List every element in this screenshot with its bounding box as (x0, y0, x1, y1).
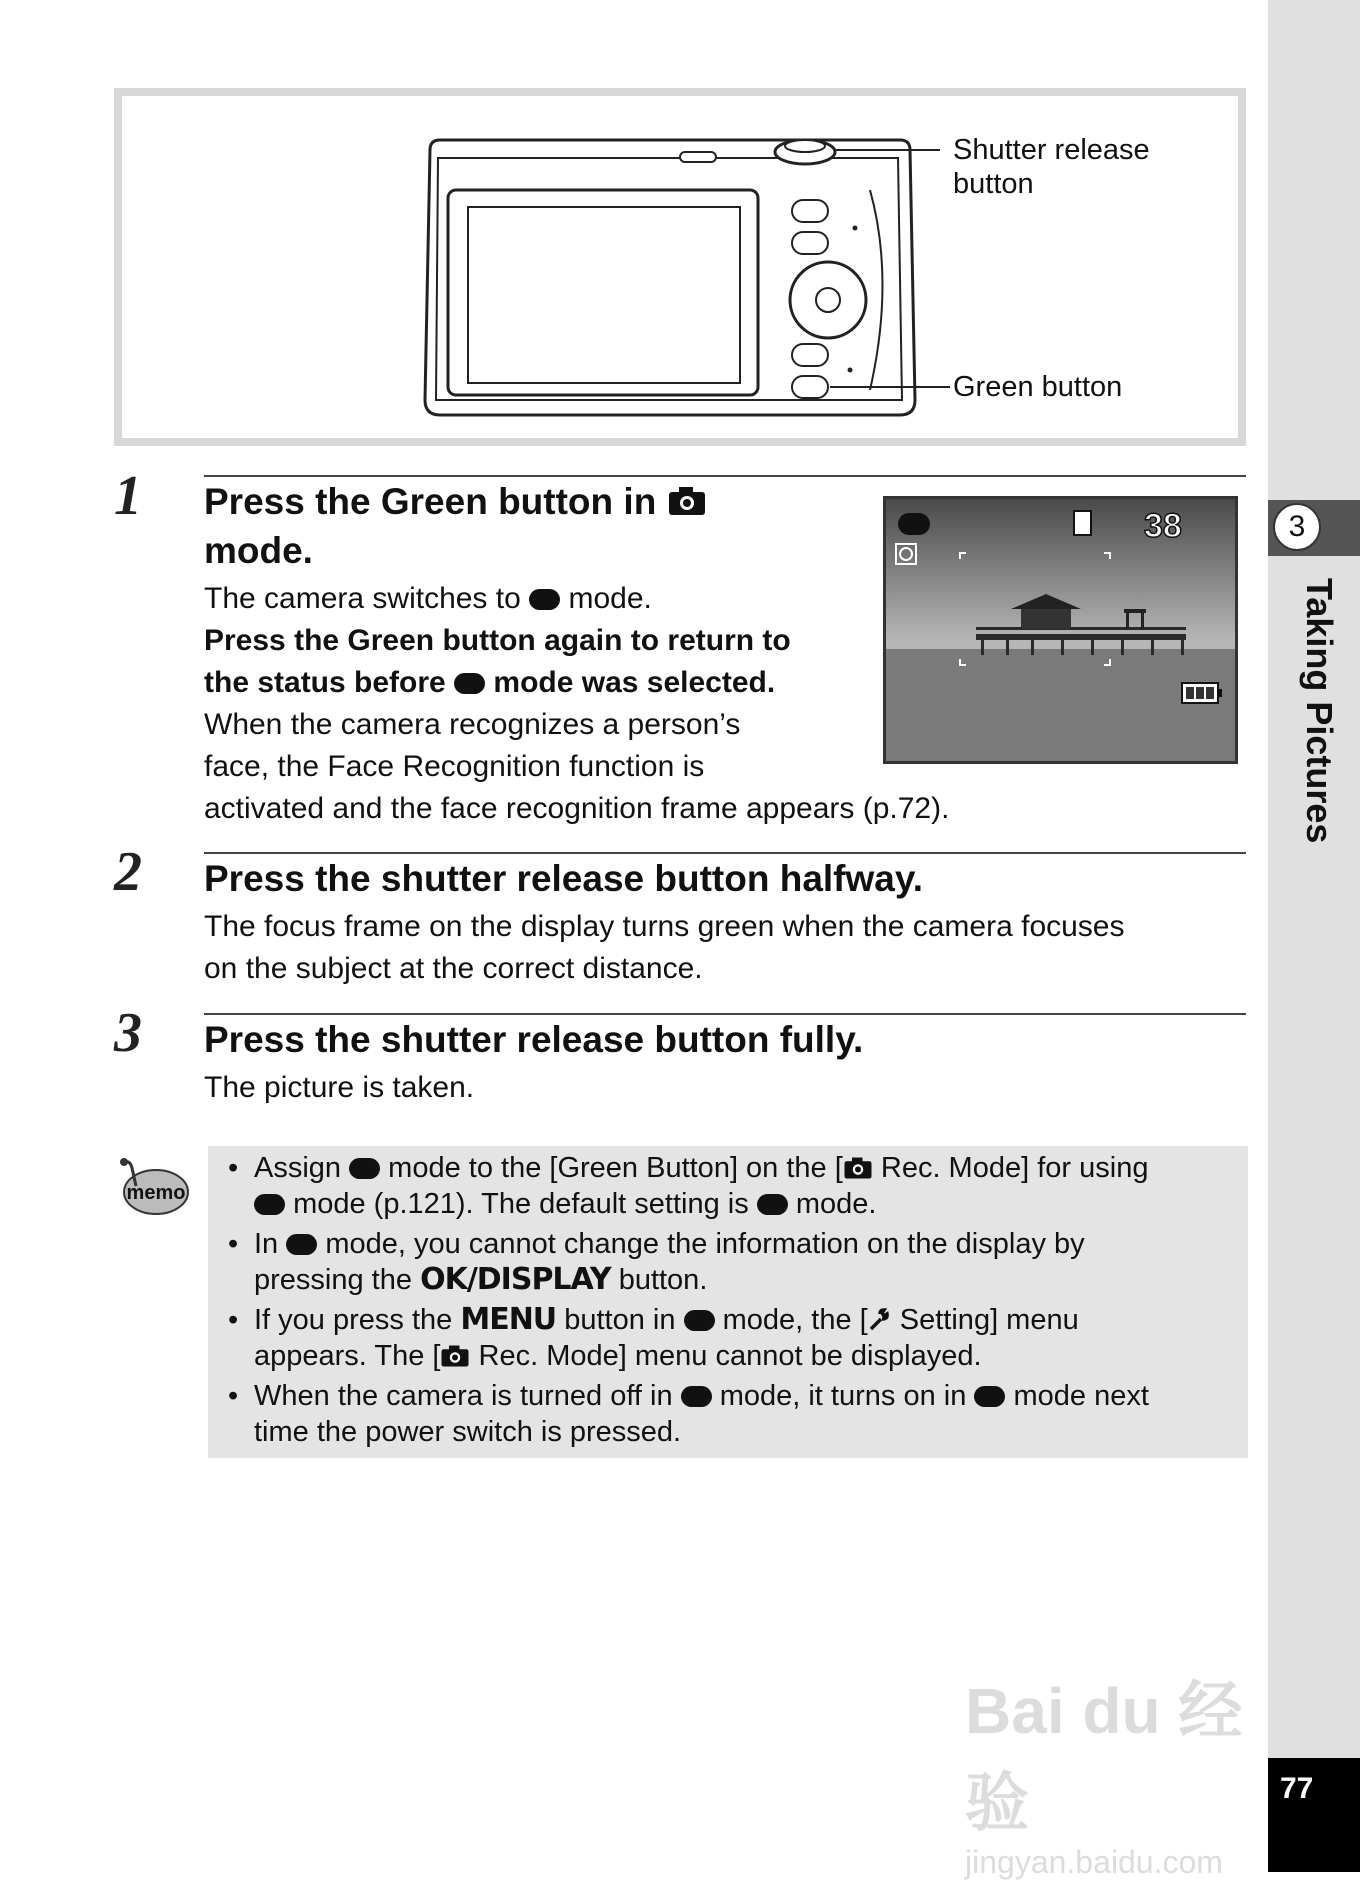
memo-item-2: • In mode, you cannot change the information on the display by pressing the OK/DISPLAY button. (226, 1226, 1236, 1298)
green-mode-icon (454, 673, 485, 694)
green-mode-icon (254, 1194, 285, 1215)
green-mode-icon (529, 589, 560, 610)
shots-remaining: 38 (1144, 507, 1182, 545)
step-1-bold-line2: the status before mode was selected. (204, 666, 776, 699)
step-1-number: 1 (114, 465, 142, 527)
green-button-callout: Green button (953, 371, 1123, 403)
menu-key: MENU (460, 1302, 557, 1337)
step-1-bold-line1: Press the Green button again to return to (204, 624, 791, 657)
camera-back-illustration (400, 130, 960, 430)
memory-card-icon (1074, 511, 1091, 535)
step-2-rule (204, 852, 1246, 854)
chapter-sidebar (1268, 0, 1360, 1872)
step-2-body-line1: The focus frame on the display turns green when the camera focuses (204, 910, 1125, 943)
step-1-heading-line2: mode. (204, 530, 313, 571)
green-mode-icon (974, 1386, 1005, 1407)
lcd-scene (886, 499, 1235, 761)
green-mode-icon (286, 1234, 317, 1255)
camera-icon (667, 485, 707, 517)
step-1-note-line2: face, the Face Recognition function is (204, 750, 705, 783)
step-1-text: The camera switches to mode. (204, 582, 652, 615)
step-1-heading: Press the Green button in (204, 478, 707, 526)
baidu-watermark: Bai du 经验 jingyan.baidu.com (965, 1675, 1243, 1880)
memo-item-1: • Assign mode to the [Green Button] on the [ Rec. Mode] for using mode (p.121). The default setting is mode. (226, 1150, 1236, 1222)
battery-icon (1182, 683, 1222, 703)
step-2-body-line2: on the subject at the correct distance. (204, 952, 703, 985)
green-mode-icon (349, 1158, 380, 1179)
camera-icon (440, 1344, 470, 1368)
step-3-number: 3 (114, 1002, 142, 1064)
step-2-heading: Press the shutter release button halfway. (204, 858, 923, 899)
step-1-rule (204, 475, 1246, 477)
svg-text:memo: memo (126, 1182, 186, 1204)
chapter-number: 3 (1273, 503, 1321, 551)
camera-icon (843, 1156, 873, 1180)
ok-display-key: OK/DISPLAY (420, 1262, 611, 1297)
green-mode-icon (898, 513, 930, 535)
lcd-preview (883, 496, 1238, 764)
step-3-heading: Press the shutter release button fully. (204, 1019, 864, 1060)
memo-item-4: • When the camera is turned off in mode, it turns on in mode next time the power switch is pressed. (226, 1378, 1236, 1450)
memo-icon (116, 1156, 192, 1218)
step-3-rule (204, 1013, 1246, 1015)
wrench-icon (868, 1308, 892, 1332)
step-3-body: The picture is taken. (204, 1071, 475, 1104)
green-mode-icon (757, 1194, 788, 1215)
memo-list (226, 1150, 1236, 1454)
chapter-title: Taking Pictures (1299, 578, 1340, 844)
step-1-note-line3: activated and the face recognition frame appears (p.72). (204, 792, 950, 825)
memo-item-3: • If you press the MENU button in mode, the [ Setting] menu appears. The [ Rec. Mode] menu cannot be displayed. (226, 1302, 1236, 1374)
green-mode-icon (681, 1386, 712, 1407)
step-1-note-line1: When the camera recognizes a person’s (204, 708, 741, 741)
green-mode-icon (684, 1310, 715, 1331)
shutter-button-callout: Shutter release button (953, 134, 1150, 200)
page-number: 77 (1280, 1772, 1314, 1805)
step-2-number: 2 (114, 841, 142, 903)
